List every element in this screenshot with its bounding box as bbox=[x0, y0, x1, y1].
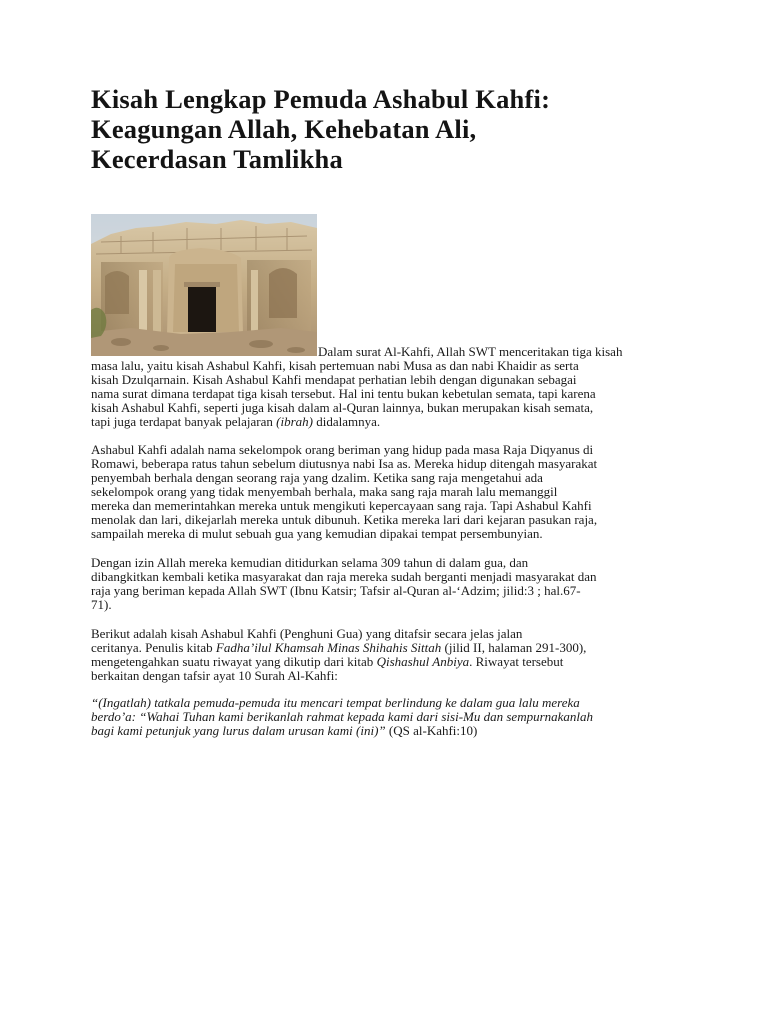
ibrah-term: (ibrah) bbox=[276, 414, 314, 429]
text-run: didalamnya. bbox=[313, 414, 381, 429]
cave-photo bbox=[91, 214, 317, 356]
text-line: dibangkitkan kembali ketika masyarakat dan raja mereka sudah berganti menjadi masyarakat dan bbox=[91, 569, 597, 584]
book-title: Qishashul Anbiya bbox=[376, 654, 470, 669]
text-line: berkaitan dengan tafsir ayat 10 Surah Al-Kahfi: bbox=[91, 668, 338, 683]
title-line: Kecerdasan Tamlikha bbox=[91, 144, 343, 174]
text-line: Romawi, beberapa ratus tahun sebelum diutusnya nabi Isa as. Mereka hidup ditengah masyarakat bbox=[91, 456, 598, 471]
text-line bbox=[91, 655, 686, 669]
text-line bbox=[91, 724, 686, 738]
quran-quote bbox=[91, 696, 686, 738]
paragraph-4 bbox=[91, 627, 686, 683]
text-line: Dengan izin Allah mereka kemudian ditidurkan selama 309 tahun di dalam gua, dan bbox=[91, 555, 529, 570]
quote-reference: (QS al-Kahfi:10) bbox=[385, 723, 478, 738]
paragraph-3 bbox=[91, 556, 686, 612]
text-run: ceritanya. Penulis kitab bbox=[91, 640, 216, 655]
article-title bbox=[91, 84, 701, 174]
text-line bbox=[91, 641, 686, 655]
text-line: mereka dan memerintahkan mereka untuk mengikuti kepercayaan sang raja. Tapi Ashabul Kahfi bbox=[91, 498, 592, 513]
text-line bbox=[91, 696, 686, 710]
text-line: Berikut adalah kisah Ashabul Kahfi (Penghuni Gua) yang ditafsir secara jelas jalan bbox=[91, 626, 523, 641]
cave-illustration bbox=[91, 214, 317, 356]
title-line: Keagungan Allah, Kehebatan Ali, bbox=[91, 114, 477, 144]
text-line: kisah Ashabul Kahfi, seperti juga kisah dalam al-Quran lainnya, bukan merupakan kisah semata, bbox=[91, 400, 594, 415]
paragraph1-first-line: Dalam surat Al-Kahfi, Allah SWT menceritakan tiga kisah bbox=[318, 344, 623, 359]
text-line: Ashabul Kahfi adalah nama sekelompok orang beriman yang hidup pada masa Raja Diqyanus di bbox=[91, 442, 594, 457]
text-line: kisah Dzulqarnain. Kisah Ashabul Kahfi mendapat perhatian lebih dengan digunakan sebagai bbox=[91, 372, 577, 387]
paragraph-1 bbox=[91, 359, 686, 429]
text-line bbox=[91, 710, 686, 724]
paragraph-2 bbox=[91, 443, 686, 541]
text-line: 71). bbox=[91, 597, 112, 612]
text-line: sampailah mereka di mulut sebuah gua yang kemudian dipakai tempat persembunyian. bbox=[91, 526, 543, 541]
quote-text: “(Ingatlah) tatkala pemuda-pemuda itu mencari tempat berlindung ke dalam gua lalu mereka bbox=[91, 695, 580, 710]
text-line: masa lalu, yaitu kisah Ashabul Kahfi, kisah pertemuan nabi Musa as dan nabi Khaidir as serta bbox=[91, 358, 579, 373]
text-line: raja yang beriman kepada Allah SWT (Ibnu Katsir; Tafsir al-Quran al-‘Adzim; jilid:3 ; hal.67- bbox=[91, 583, 581, 598]
text-line: nama surat dimana terdapat tiga kisah tersebut. Hal ini tentu bukan kebetulan semata, tapi karena bbox=[91, 386, 596, 401]
text-line: penyembah berhala dengan seorang raja yang dzalim. Ketika sang raja mengetahui ada bbox=[91, 470, 543, 485]
book-title: Fadha’ilul Khamsah Minas Shihahis Sittah bbox=[215, 640, 442, 655]
text-line: sekelompok orang yang tidak menyembah berhala, maka sang raja marah lalu memanggil bbox=[91, 484, 558, 499]
title-line: Kisah Lengkap Pemuda Ashabul Kahfi: bbox=[91, 84, 551, 114]
text-line: menolak dan lari, dikejarlah mereka untuk dibunuh. Ketika mereka lari dari kejaran pasukan raja, bbox=[91, 512, 598, 527]
text-run: mengetengahkan suatu riwayat yang dikutip dari kitab bbox=[91, 654, 377, 669]
quote-text: berdo’a: “Wahai Tuhan kami berikanlah rahmat kepada kami dari sisi-Mu dan sempurnakanlah bbox=[91, 709, 594, 724]
quote-text: bagi kami petunjuk yang lurus dalam urusan kami (ini)” bbox=[91, 723, 386, 738]
text-run: tapi juga terdapat banyak pelajaran bbox=[91, 414, 277, 429]
text-run: . Riwayat tersebut bbox=[469, 654, 564, 669]
text-run: (jilid II, halaman 291-300), bbox=[441, 640, 587, 655]
text-line bbox=[91, 415, 686, 429]
